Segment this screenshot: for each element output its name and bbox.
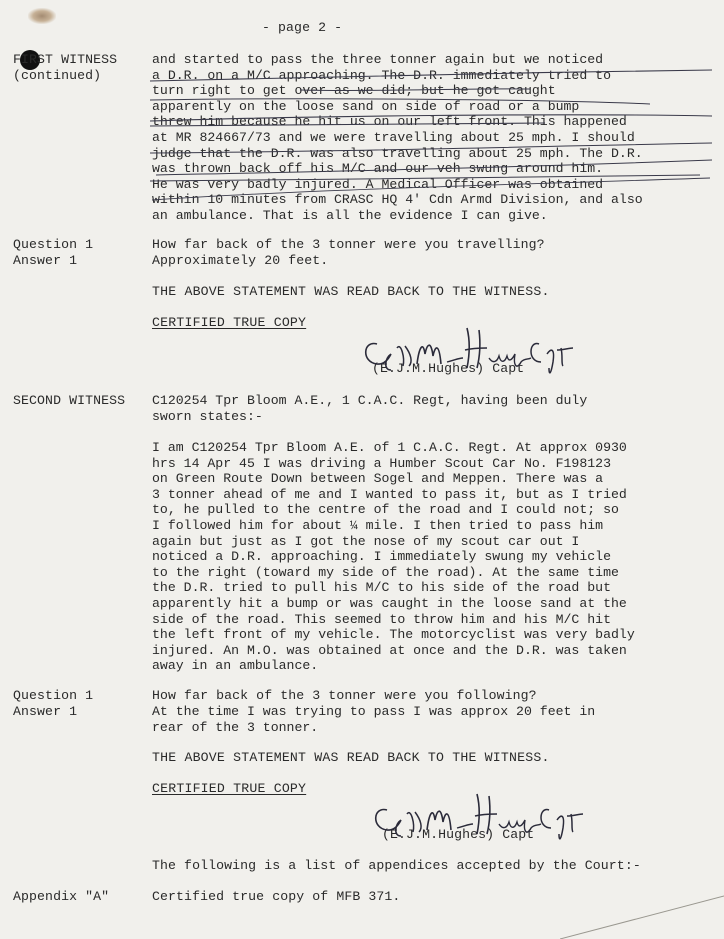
statement-line: I followed him for about ¼ mile. I then tried to pass him xyxy=(152,517,604,533)
answer-line: rear of the 3 tonner. xyxy=(152,719,319,735)
statement-line: apparently hit a bump or was caught in the loose sand at the xyxy=(152,595,627,611)
statement-line: 3 tonner ahead of me and I wanted to pass it, but as I tried xyxy=(152,486,627,502)
first-witness-label: FIRST WITNESS xyxy=(13,52,118,67)
appendices-intro: The following is a list of appendices accepted by the Court:- xyxy=(152,858,641,873)
first-question-label: Question 1 xyxy=(13,237,94,252)
first-signature xyxy=(355,318,605,388)
first-signer-name: (E.J.M.Hughes) Capt xyxy=(372,361,525,376)
second-witness-intro xyxy=(152,393,712,424)
second-answer-label: Answer 1 xyxy=(13,704,78,719)
page-number: - page 2 - xyxy=(262,20,343,35)
second-certified-copy: CERTIFIED TRUE COPY xyxy=(152,781,307,796)
second-question-label: Question 1 xyxy=(13,688,94,703)
statement-line: turn right to get over as we did; but he got caught xyxy=(152,83,556,99)
statement-line: at MR 824667/73 and we were travelling about 25 mph. I should xyxy=(152,129,635,145)
intro-line: C120254 Tpr Bloom A.E., 1 C.A.C. Regt, having been duly xyxy=(152,393,588,408)
statement-line: the left front of my vehicle. The motorcyclist was very badly xyxy=(152,627,635,643)
second-witness-statement xyxy=(152,440,712,674)
first-witness-continued: (continued) xyxy=(13,67,102,83)
statement-line: the D.R. tried to pull his M/C to his side of the road but xyxy=(152,580,611,596)
second-answer-text xyxy=(152,704,712,735)
intro-line: sworn states:- xyxy=(152,408,263,424)
statement-line: I am C120254 Tpr Bloom A.E. of 1 C.A.C. Regt. At approx 0930 xyxy=(152,440,627,455)
ink-smudge xyxy=(28,8,56,24)
statement-line: to, he pulled to the centre of the road and I could not; so xyxy=(152,502,619,518)
statement-line: on Green Route Down between Sogel and Meppen. There was a xyxy=(152,471,604,487)
statement-line: side of the road. This seemed to throw him and his M/C hit xyxy=(152,611,611,627)
second-signer-name: (E.J.M.Hughes) Capt xyxy=(382,827,535,842)
statement-line: again but just as I got the nose of my scout car out I xyxy=(152,533,580,549)
second-witness-label: SECOND WITNESS xyxy=(13,393,126,408)
statement-line: apparently on the loose sand on side of road or a bump xyxy=(152,98,580,114)
second-question-text: How far back of the 3 tonner were you following? xyxy=(152,688,537,703)
statement-line: was thrown back off his M/C and our veh swung around him. xyxy=(152,161,604,177)
first-witness-statement xyxy=(152,52,712,224)
statement-line: within 10 minutes from CRASC HQ 4' Cdn Armd Division, and also xyxy=(152,192,643,208)
first-answer-label: Answer 1 xyxy=(13,253,78,268)
statement-line: judge that the D.R. was also travelling about 25 mph. The D.R. xyxy=(152,145,643,161)
first-certified-copy: CERTIFIED TRUE COPY xyxy=(152,315,307,330)
statement-line: He was very badly injured. A Medical Officer was obtained xyxy=(152,176,604,192)
paper-fold-corner xyxy=(560,890,724,939)
statement-line: hrs 14 Apr 45 I was driving a Humber Scout Car No. F198123 xyxy=(152,455,611,471)
second-read-back: THE ABOVE STATEMENT WAS READ BACK TO THE WITNESS. xyxy=(152,750,550,765)
first-read-back: THE ABOVE STATEMENT WAS READ BACK TO THE WITNESS. xyxy=(152,284,550,299)
statement-line: noticed a D.R. approaching. I immediately swung my vehicle xyxy=(152,549,611,565)
first-question-text: How far back of the 3 tonner were you travelling? xyxy=(152,237,545,252)
statement-line: threw him because he hit us on our left front. This happened xyxy=(152,114,627,130)
appendix-a-text: Certified true copy of MFB 371. xyxy=(152,889,401,904)
second-signature xyxy=(365,784,615,854)
first-answer-text: Approximately 20 feet. xyxy=(152,253,329,268)
statement-line: injured. An M.O. was obtained at once and the D.R. was taken xyxy=(152,642,627,658)
statement-line: and started to pass the three tonner again but we noticed xyxy=(152,52,604,67)
statement-line: a D.R. on a M/C approaching. The D.R. immediately tried to xyxy=(152,67,611,83)
answer-line: At the time I was trying to pass I was approx 20 feet in xyxy=(152,704,596,719)
appendix-a-label: Appendix "A" xyxy=(13,889,110,904)
statement-line: to the right (toward my side of the road). At the same time xyxy=(152,564,619,580)
statement-line: away in an ambulance. xyxy=(152,658,319,674)
statement-line: an ambulance. That is all the evidence I can give. xyxy=(152,207,548,223)
